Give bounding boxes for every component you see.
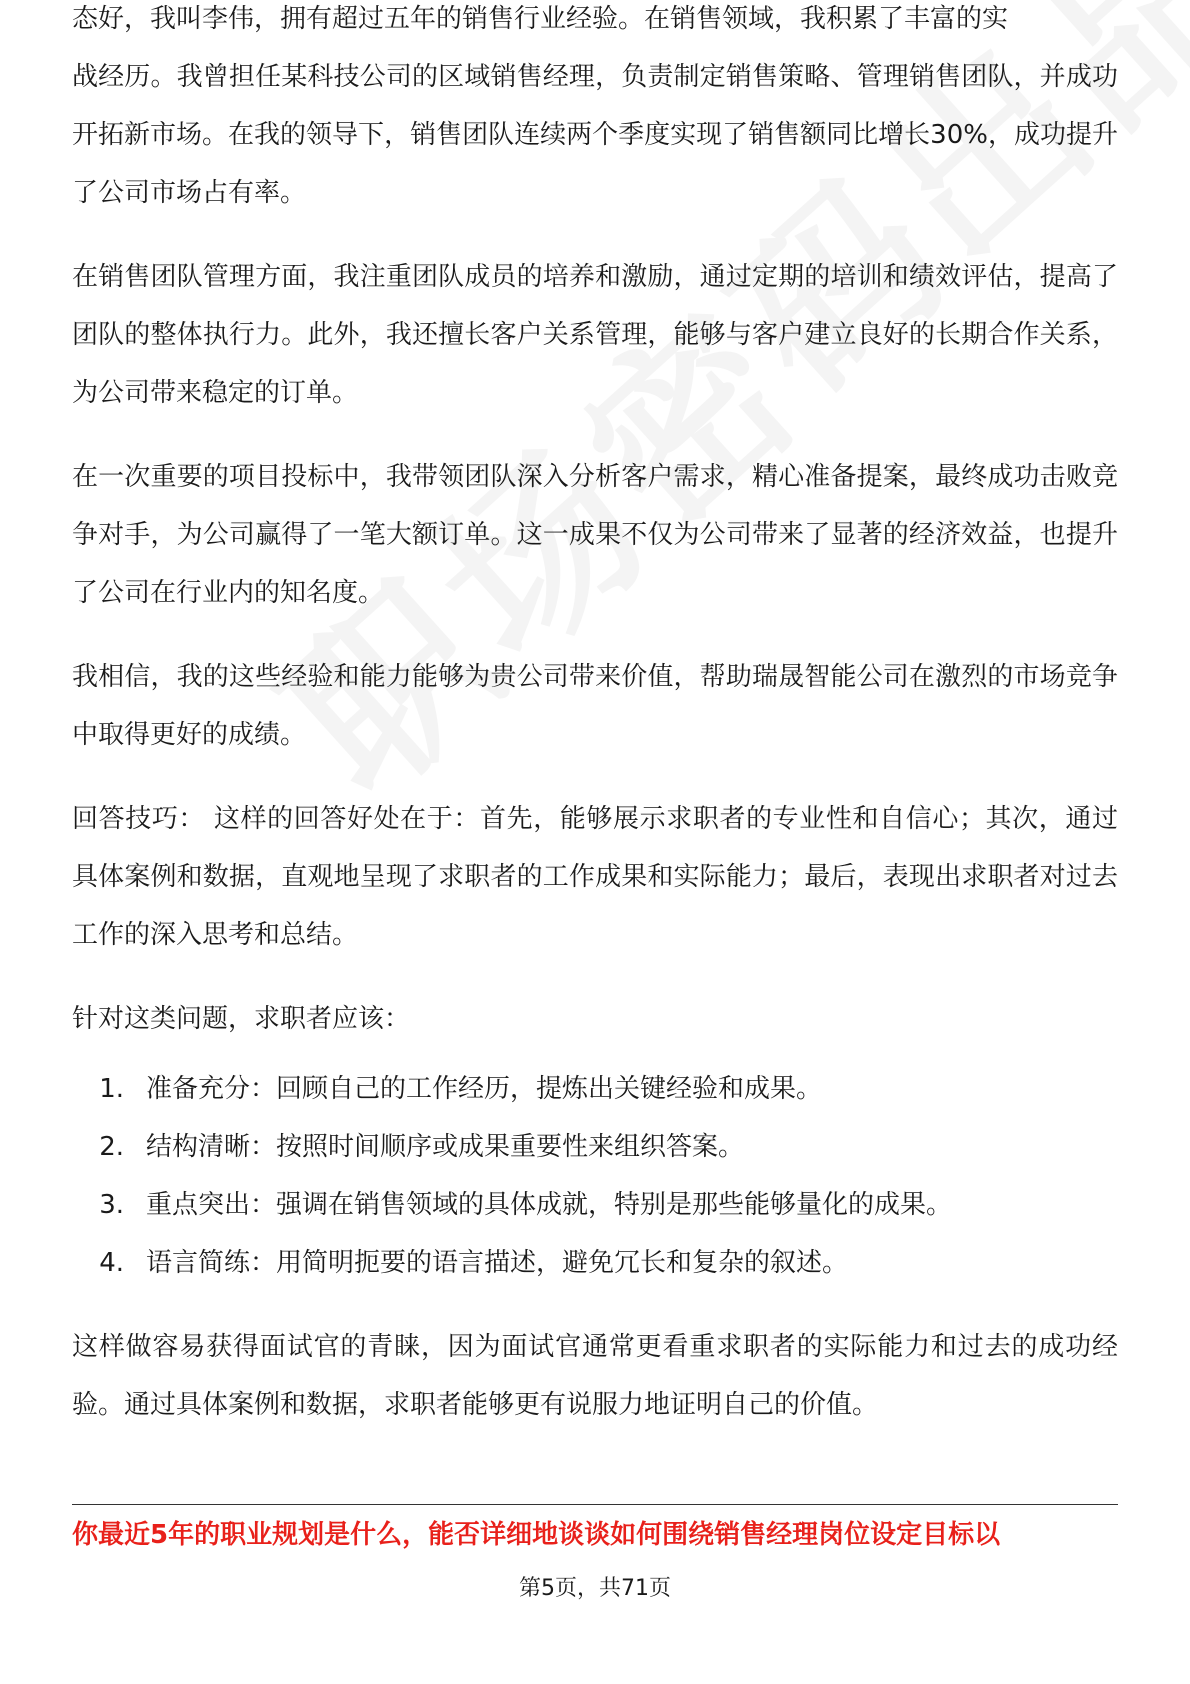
list-text: 重点突出：强调在销售领域的具体成就，特别是那些能够量化的成果。	[146, 1190, 953, 1220]
document-body	[72, 4, 1118, 1460]
list-item	[72, 1118, 1118, 1176]
list-text: 结构清晰：按照时间顺序或成果重要性来组织答案。	[146, 1132, 745, 1162]
paragraph-experience: 战经历。我曾担任某科技公司的区域销售经理，负责制定销售策略、管理销售团队，并成功开拓新市场。在我的领导下，销售团队连续两个季度实现了销售额同比增长30%，成功提升了公司市场占有率。	[72, 62, 1118, 208]
list-number: 3.	[99, 1190, 124, 1220]
tips-list	[72, 1060, 1118, 1292]
next-question-heading: 你最近5年的职业规划是什么，能否详细地谈谈如何围绕销售经理岗位设定目标以	[72, 1520, 1001, 1550]
list-text: 语言简练：用简明扼要的语言描述，避免冗长和复杂的叙述。	[146, 1248, 849, 1278]
paragraph-team-management: 在销售团队管理方面，我注重团队成员的培养和激励，通过定期的培训和绩效评估，提高了团队的整体执行力。此外，我还擅长客户关系管理，能够与客户建立良好的长期合作关系，为公司带来稳定的订单。	[72, 262, 1118, 408]
paragraph-value: 我相信，我的这些经验和能力能够为贵公司带来价值，帮助瑞晟智能公司在激烈的市场竞争中取得更好的成绩。	[72, 662, 1118, 750]
list-number: 4.	[99, 1248, 124, 1278]
paragraph-closing: 这样做容易获得面试官的青睐，因为面试官通常更看重求职者的实际能力和过去的成功经验。通过具体案例和数据，求职者能够更有说服力地证明自己的价值。	[72, 1332, 1118, 1420]
paragraph-bidding: 在一次重要的项目投标中，我带领团队深入分析客户需求，精心准备提案，最终成功击败竞争对手，为公司赢得了一笔大额订单。这一成果不仅为公司带来了显著的经济效益，也提升了公司在行业内的知名度。	[72, 462, 1118, 608]
list-number: 1.	[99, 1074, 124, 1104]
list-item	[72, 1234, 1118, 1292]
paragraph-cut-off: 态好，我叫李伟，拥有超过五年的销售行业经验。在销售领域，我积累了丰富的实	[72, 4, 1009, 34]
list-number: 2.	[99, 1132, 124, 1162]
paragraph-answer-tips: 回答技巧： 这样的回答好处在于：首先，能够展示求职者的专业性和自信心；其次，通过具体案例和数据，直观地呈现了求职者的工作成果和实际能力；最后，表现出求职者对过去工作的深入思考和总结。	[72, 804, 1118, 950]
page-number: 第5页，共71页	[519, 1576, 671, 1601]
list-item	[72, 1176, 1118, 1234]
paragraph-intro-list: 针对这类问题，求职者应该：	[72, 1004, 411, 1034]
divider	[72, 1504, 1118, 1505]
list-text: 准备充分：回顾自己的工作经历，提炼出关键经验和成果。	[146, 1074, 823, 1104]
list-item	[72, 1060, 1118, 1118]
